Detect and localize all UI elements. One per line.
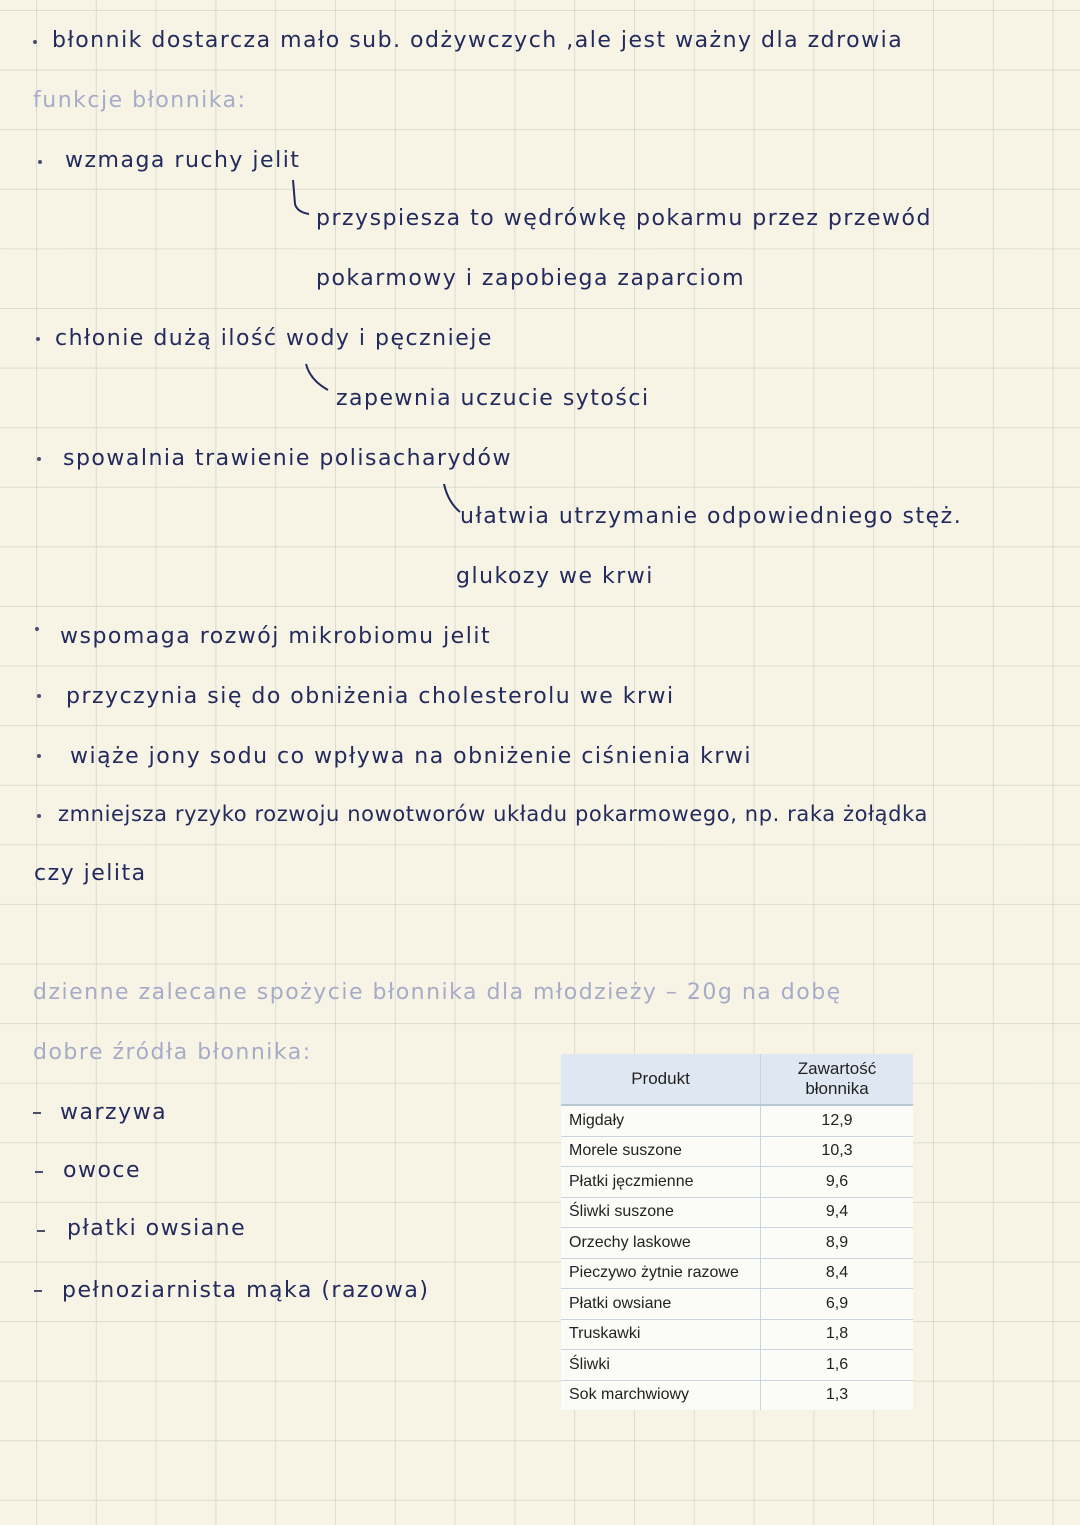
function-detail: pokarmowy i zapobiega zaparciom <box>316 266 746 291</box>
product-cell: Migdały <box>561 1105 761 1136</box>
function-detail: przyspiesza to wędrówkę pokarmu przez przewód <box>316 206 932 231</box>
function-item: chłonie dużą ilość wody i pęcznieje <box>55 326 493 351</box>
table-row <box>561 1105 913 1136</box>
bullet <box>37 694 41 698</box>
daily-intake: dzienne zalecane spożycie błonnika dla młodzieży – 20g na dobę <box>33 980 842 1005</box>
value-cell: 6,9 <box>761 1289 914 1320</box>
product-cell: Orzechy laskowe <box>561 1228 761 1259</box>
table-row <box>561 1197 913 1228</box>
bullet <box>36 337 40 341</box>
function-detail: glukozy we krwi <box>456 564 654 589</box>
product-cell: Morele suszone <box>561 1136 761 1167</box>
dash <box>33 1112 41 1114</box>
value-cell: 10,3 <box>761 1136 914 1167</box>
value-cell: 9,4 <box>761 1197 914 1228</box>
bullet <box>37 814 41 818</box>
sources-heading: dobre źródła błonnika: <box>33 1040 312 1065</box>
source-item: pełnoziarnista mąka (razowa) <box>62 1278 430 1303</box>
bullet <box>38 160 42 164</box>
value-cell: 1,8 <box>761 1319 914 1350</box>
value-cell: 9,6 <box>761 1167 914 1198</box>
table-header-row <box>561 1054 913 1105</box>
function-item: zmniejsza ryzyko rozwoju nowotworów układu pokarmowego, np. raka żołądka <box>58 802 928 826</box>
value-cell: 1,3 <box>761 1380 914 1410</box>
source-item: płatki owsiane <box>67 1216 247 1241</box>
dash <box>34 1290 42 1292</box>
intro-line: błonnik dostarcza mało sub. odżywczych ,ale jest ważny dla zdrowia <box>52 28 904 53</box>
function-item: wiąże jony sodu co wpływa na obniżenie ciśnienia krwi <box>70 744 753 769</box>
product-cell: Płatki owsiane <box>561 1289 761 1320</box>
table-row <box>561 1228 913 1259</box>
function-item: wspomaga rozwój mikrobiomu jelit <box>60 624 492 649</box>
table-row <box>561 1380 913 1410</box>
product-cell: Śliwki <box>561 1350 761 1381</box>
arrow-icon <box>285 178 315 218</box>
product-cell: Śliwki suszone <box>561 1197 761 1228</box>
bullet <box>37 754 41 758</box>
table-row <box>561 1289 913 1320</box>
arrow-icon <box>300 360 340 396</box>
bullet <box>37 457 41 461</box>
bullet <box>35 627 39 631</box>
table-row <box>561 1136 913 1167</box>
fiber-table <box>561 1054 913 1410</box>
value-cell: 12,9 <box>761 1105 914 1136</box>
function-detail: ułatwia utrzymanie odpowiedniego stęż. <box>460 504 963 529</box>
function-item: przyczynia się do obniżenia cholesterolu we krwi <box>66 684 675 709</box>
table-row <box>561 1258 913 1289</box>
product-cell: Pieczywo żytnie razowe <box>561 1258 761 1289</box>
function-item: wzmaga ruchy jelit <box>65 148 301 173</box>
product-cell: Truskawki <box>561 1319 761 1350</box>
value-cell: 1,6 <box>761 1350 914 1381</box>
column-header-fiber: Zawartość błonnika <box>761 1054 914 1105</box>
functions-heading: funkcje błonnika: <box>33 88 247 113</box>
table-row <box>561 1350 913 1381</box>
bullet <box>33 40 37 44</box>
dash <box>37 1230 45 1232</box>
table-row <box>561 1319 913 1350</box>
function-item: spowalnia trawienie polisacharydów <box>63 446 512 471</box>
value-cell: 8,4 <box>761 1258 914 1289</box>
function-detail: zapewnia uczucie sytości <box>336 386 650 411</box>
product-cell: Płatki jęczmienne <box>561 1167 761 1198</box>
table-row <box>561 1167 913 1198</box>
function-item-cont: czy jelita <box>34 861 147 886</box>
value-cell: 8,9 <box>761 1228 914 1259</box>
source-item: owoce <box>63 1158 142 1183</box>
product-cell: Sok marchwiowy <box>561 1380 761 1410</box>
dash <box>35 1171 43 1173</box>
column-header-product: Produkt <box>561 1054 761 1105</box>
source-item: warzywa <box>60 1100 168 1125</box>
